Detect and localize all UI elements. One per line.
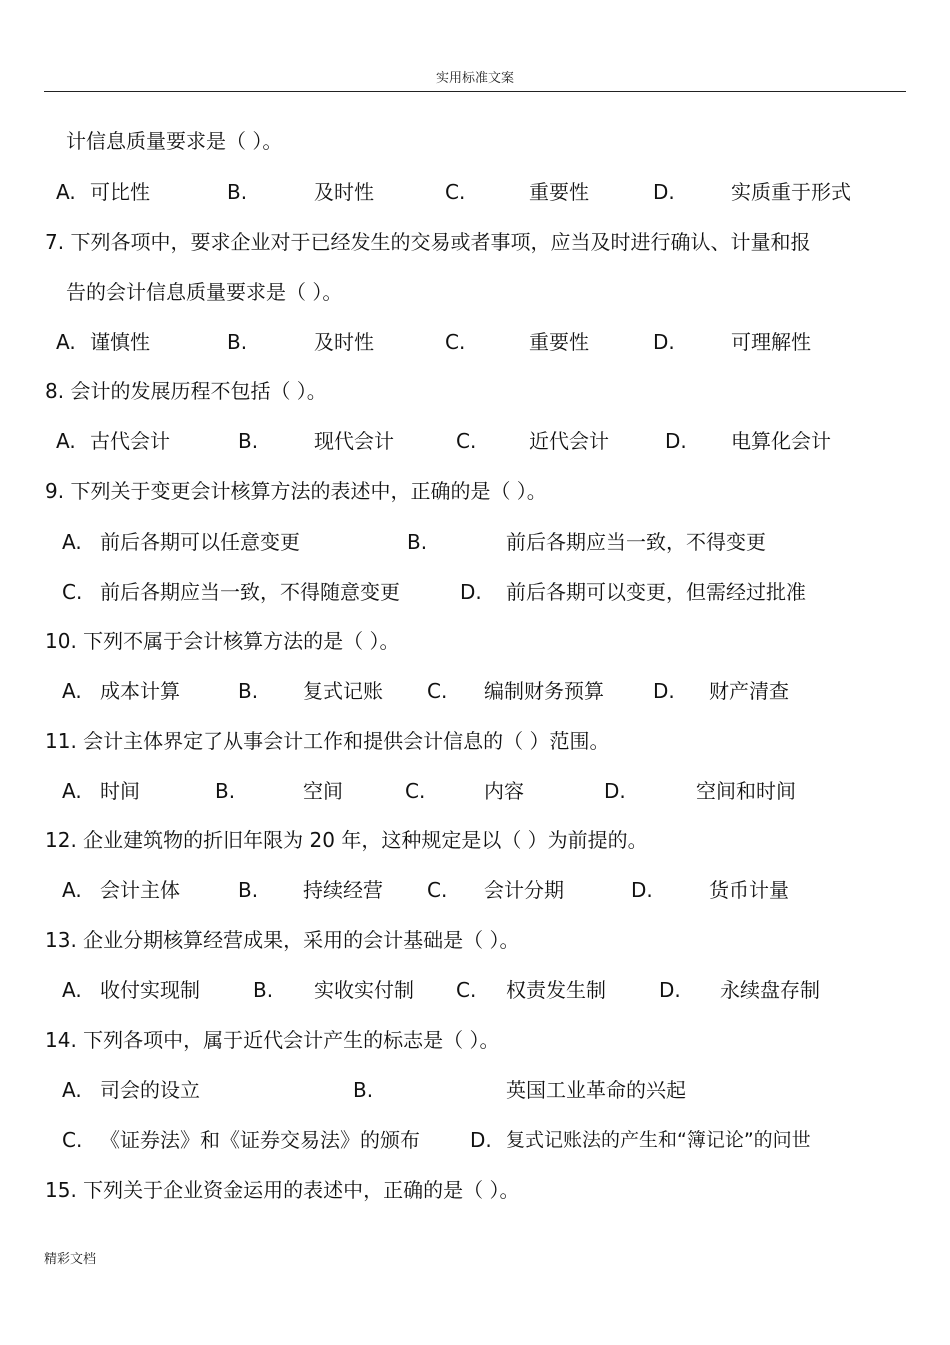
q9-option-c-letter: C.	[62, 580, 83, 604]
q8-option-d-text: 电算化会计	[731, 429, 831, 453]
q9-option-d-letter: D.	[460, 580, 482, 604]
q8-option-a-text: 古代会计	[90, 429, 170, 453]
q14-option-c-text: 《证券法》和《证券交易法》的颁布	[100, 1128, 420, 1152]
q11-option-a-letter: A.	[62, 779, 82, 803]
question-12-stem: 12. 企业建筑物的折旧年限为 20 年，这种规定是以（ ）为前提的。	[45, 828, 648, 852]
q10-option-d-text: 财产清查	[709, 679, 789, 703]
q14-option-a-text: 司会的设立	[100, 1078, 200, 1102]
q12-option-d-letter: D.	[631, 878, 653, 902]
q13-option-c-text: 权责发生制	[506, 978, 606, 1002]
q9-option-a-letter: A.	[62, 530, 82, 554]
q11-option-c-text: 内容	[484, 779, 524, 803]
q7-option-c-text: 重要性	[529, 330, 589, 354]
question-9-stem: 9. 下列关于变更会计核算方法的表述中，正确的是（ ）。	[45, 479, 547, 503]
page-footer: 精彩文档	[44, 1252, 97, 1267]
q7-option-a-text: 谨慎性	[90, 330, 150, 354]
q12-option-a-text: 会计主体	[100, 878, 180, 902]
q8-option-d-letter: D.	[665, 429, 687, 453]
q14-option-b-letter: B.	[353, 1078, 374, 1102]
question-7-stem: 7. 下列各项中，要求企业对于已经发生的交易或者事项，应当及时进行确认、计量和报	[45, 230, 811, 254]
q12-option-b-letter: B.	[238, 878, 259, 902]
question-14-stem: 14. 下列各项中，属于近代会计产生的标志是（ ）。	[45, 1028, 500, 1052]
q10-option-a-text: 成本计算	[100, 679, 180, 703]
q9-option-b-letter: B.	[407, 530, 428, 554]
q10-option-c-text: 编制财务预算	[484, 679, 604, 703]
page-header: 实用标准文案	[435, 71, 514, 86]
question-8-stem: 8. 会计的发展历程不包括（ ）。	[45, 379, 327, 403]
q6-option-c-letter: C.	[445, 180, 466, 204]
q13-option-c-letter: C.	[456, 978, 477, 1002]
q11-option-d-text: 空间和时间	[696, 779, 796, 803]
q7-option-c-letter: C.	[445, 330, 466, 354]
q14-option-b-text: 英国工业革命的兴起	[506, 1078, 686, 1102]
q6-option-d-letter: D.	[653, 180, 675, 204]
q6-option-a-text: 可比性	[90, 180, 150, 204]
q6-option-b-letter: B.	[227, 180, 248, 204]
header-rule	[44, 91, 906, 92]
q10-option-b-letter: B.	[238, 679, 259, 703]
q6-option-b-text: 及时性	[314, 180, 374, 204]
q14-option-d-text: 复式记账法的产生和“簿记论”的问世	[506, 1129, 811, 1151]
q14-option-c-letter: C.	[62, 1128, 83, 1152]
q8-option-b-letter: B.	[238, 429, 259, 453]
question-15-stem: 15. 下列关于企业资金运用的表述中，正确的是（ ）。	[45, 1178, 520, 1202]
q7-option-d-text: 可理解性	[731, 330, 811, 354]
q10-option-a-letter: A.	[62, 679, 82, 703]
q13-option-b-text: 实收实付制	[314, 978, 414, 1002]
q12-option-c-text: 会计分期	[484, 878, 564, 902]
q12-option-a-letter: A.	[62, 878, 82, 902]
q13-option-a-text: 收付实现制	[100, 978, 200, 1002]
q6-option-a-letter: A.	[56, 180, 76, 204]
question-11-stem: 11. 会计主体界定了从事会计工作和提供会计信息的（ ）范围。	[45, 729, 610, 753]
q12-option-b-text: 持续经营	[303, 878, 383, 902]
q8-option-b-text: 现代会计	[314, 429, 394, 453]
q13-option-d-text: 永续盘存制	[720, 978, 820, 1002]
q10-option-d-letter: D.	[653, 679, 675, 703]
q8-option-c-text: 近代会计	[529, 429, 609, 453]
q10-option-c-letter: C.	[427, 679, 448, 703]
q6-option-d-text: 实质重于形式	[731, 180, 851, 204]
question-6-continuation: 计信息质量要求是（ ）。	[66, 129, 283, 153]
q9-option-a-text: 前后各期可以任意变更	[100, 530, 300, 554]
q12-option-d-text: 货币计量	[709, 878, 789, 902]
q11-option-b-letter: B.	[215, 779, 236, 803]
q6-option-c-text: 重要性	[529, 180, 589, 204]
q7-option-a-letter: A.	[56, 330, 76, 354]
q11-option-a-text: 时间	[100, 779, 140, 803]
q7-option-b-letter: B.	[227, 330, 248, 354]
q7-option-d-letter: D.	[653, 330, 675, 354]
q8-option-a-letter: A.	[56, 429, 76, 453]
q13-option-b-letter: B.	[253, 978, 274, 1002]
q13-option-d-letter: D.	[659, 978, 681, 1002]
q14-option-a-letter: A.	[62, 1078, 82, 1102]
q8-option-c-letter: C.	[456, 429, 477, 453]
q7-option-b-text: 及时性	[314, 330, 374, 354]
q14-option-d-letter: D.	[470, 1128, 492, 1152]
q10-option-b-text: 复式记账	[303, 679, 383, 703]
q12-option-c-letter: C.	[427, 878, 448, 902]
question-13-stem: 13. 企业分期核算经营成果，采用的会计基础是（ ）。	[45, 928, 520, 952]
question-10-stem: 10. 下列不属于会计核算方法的是（ ）。	[45, 629, 400, 653]
q9-option-d-text: 前后各期可以变更，但需经过批准	[506, 580, 806, 604]
q9-option-c-text: 前后各期应当一致，不得随意变更	[100, 580, 400, 604]
q11-option-d-letter: D.	[604, 779, 626, 803]
q11-option-b-text: 空间	[303, 779, 343, 803]
q9-option-b-text: 前后各期应当一致，不得变更	[506, 530, 766, 554]
q13-option-a-letter: A.	[62, 978, 82, 1002]
q11-option-c-letter: C.	[405, 779, 426, 803]
question-7-stem-line2: 告的会计信息质量要求是（ ）。	[66, 280, 343, 304]
